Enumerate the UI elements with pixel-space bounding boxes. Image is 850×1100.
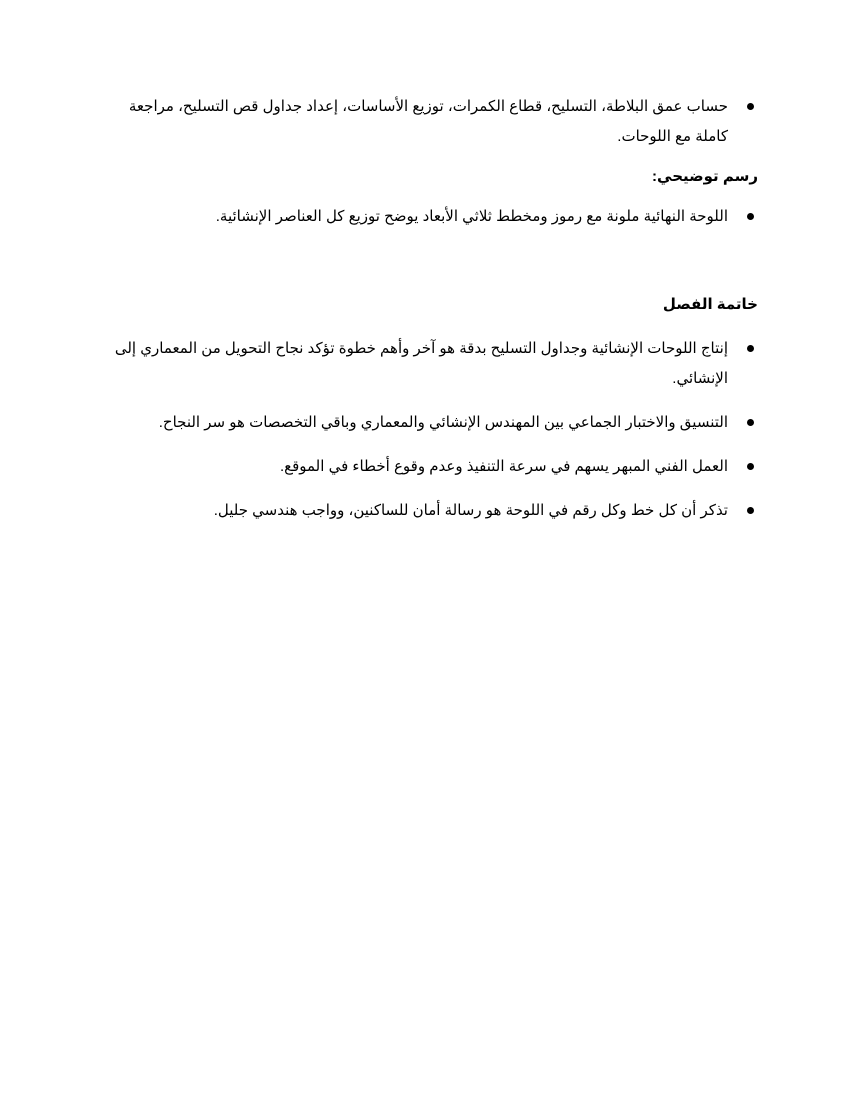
bullet-icon (747, 463, 754, 470)
list-item-text: إنتاج اللوحات الإنشائية وجداول التسليح بدقة هو آخر وأهم خطوة تؤكد نجاح التحويل من المعماري إلى الإنشائي. (114, 340, 728, 387)
bullet-icon (747, 419, 754, 426)
bullet-icon (747, 345, 754, 352)
list-item (92, 496, 758, 526)
conclusion-bullet-list (92, 334, 758, 526)
list-item (92, 202, 758, 232)
document-content (92, 92, 758, 526)
bullet-icon (747, 103, 754, 110)
list-item (92, 92, 758, 152)
list-item (92, 334, 758, 394)
intro-bullet-list (92, 92, 758, 152)
conclusion-heading: خاتمة الفصل (662, 296, 758, 313)
illustration-bullet-list (92, 202, 758, 232)
list-item (92, 452, 758, 482)
list-item-text: العمل الفني المبهر يسهم في سرعة التنفيذ وعدم وقوع أخطاء في الموقع. (279, 458, 728, 475)
list-item-text: اللوحة النهائية ملونة مع رموز ومخطط ثلاثي الأبعاد يوضح توزيع كل العناصر الإنشائية. (215, 208, 728, 225)
illustration-heading: رسم توضيحي: (652, 168, 758, 185)
list-item-text: التنسيق والاختبار الجماعي بين المهندس الإنشائي والمعماري وباقي التخصصات هو سر النجاح. (158, 414, 728, 431)
list-item-text: حساب عمق البلاطة، التسليح، قطاع الكمرات، توزيع الأساسات، إعداد جداول قص التسليح، مراجعة كاملة مع اللوحات. (128, 98, 728, 145)
list-item-text: تذكر أن كل خط وكل رقم في اللوحة هو رسالة أمان للساكنين، وواجب هندسي جليل. (213, 502, 728, 519)
list-item (92, 408, 758, 438)
bullet-icon (747, 507, 754, 514)
bullet-icon (747, 213, 754, 220)
